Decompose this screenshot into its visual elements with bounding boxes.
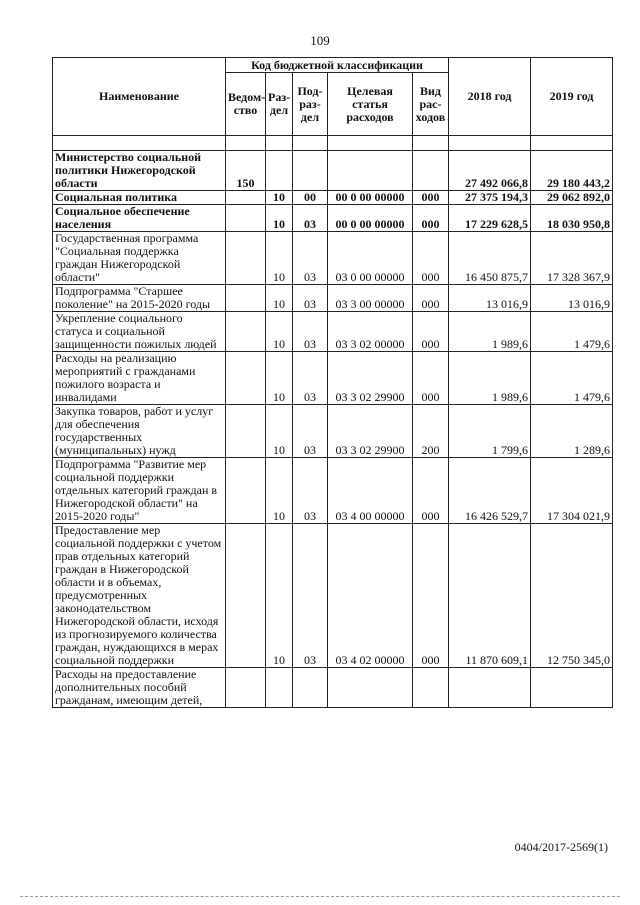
row-podrazdel: 03 [293, 285, 328, 312]
row-target: 03 3 00 00000 [328, 285, 413, 312]
row-target: 03 3 02 29900 [328, 405, 413, 458]
row-2019: 1 289,6 [531, 405, 613, 458]
row-2018: 11 870 609,1 [449, 524, 531, 668]
row-podrazdel: 03 [293, 205, 328, 232]
row-2019: 17 304 021,9 [531, 458, 613, 524]
row-vid: 000 [413, 312, 449, 352]
row-vedomstvo [226, 205, 266, 232]
table-row [53, 205, 613, 232]
row-target: 03 4 00 00000 [328, 458, 413, 524]
row-target: 03 0 00 00000 [328, 232, 413, 285]
row-2018: 17 229 628,5 [449, 205, 531, 232]
row-razdel [266, 151, 293, 191]
row-2019: 13 016,9 [531, 285, 613, 312]
row-vedomstvo [226, 312, 266, 352]
table-row [53, 524, 613, 668]
header-target: Целевая статья расходов [328, 73, 413, 136]
row-name: Подпрограмма "Старшее поколение" на 2015-2020 годы [53, 285, 226, 312]
row-target [328, 668, 413, 708]
row-vedomstvo [226, 458, 266, 524]
row-2018 [449, 668, 531, 708]
row-vid: 000 [413, 285, 449, 312]
row-name: Министерство социальной политики Нижегородской области [53, 151, 226, 191]
row-vedomstvo [226, 668, 266, 708]
row-vid: 000 [413, 205, 449, 232]
row-vedomstvo [226, 352, 266, 405]
row-razdel: 10 [266, 191, 293, 205]
row-name: Предоставление мер социальной поддержки с учетом прав отдельных категорий граждан в Нижегородской области и в объемах, предусмотренных законодательством Нижегородской области, исходя из прогнозируемого количества граждан, нуждающихся в мерах социальной поддержки [53, 524, 226, 668]
row-name: Расходы на предоставление дополнительных пособий гражданам, имеющим детей, [53, 668, 226, 708]
row-razdel: 10 [266, 232, 293, 285]
row-name: Закупка товаров, работ и услуг для обеспечения государственных (муниципальных) нужд [53, 405, 226, 458]
header-code-group: Код бюджетной классификации [226, 58, 449, 73]
header-2018: 2018 год [449, 58, 531, 136]
row-name: Укрепление социального статуса и социальной защищенности пожилых людей [53, 312, 226, 352]
header-podrazdel: Под-раз-дел [293, 73, 328, 136]
row-target: 00 0 00 00000 [328, 205, 413, 232]
row-vid: 000 [413, 458, 449, 524]
row-podrazdel: 00 [293, 191, 328, 205]
row-vid: 200 [413, 405, 449, 458]
document-code: 0404/2017-2569(1) [514, 840, 608, 854]
table-row [53, 191, 613, 205]
row-2018: 1 799,6 [449, 405, 531, 458]
row-name: Подпрограмма "Развитие мер социальной поддержки отдельных категорий граждан в Нижегородской области" на 2015-2020 годы" [53, 458, 226, 524]
row-target: 03 3 02 00000 [328, 312, 413, 352]
header-vid: Вид рас-ходов [413, 73, 449, 136]
row-2019 [531, 668, 613, 708]
row-razdel [266, 668, 293, 708]
row-2019: 18 030 950,8 [531, 205, 613, 232]
row-target: 00 0 00 00000 [328, 191, 413, 205]
page-number: 109 [310, 33, 330, 48]
row-name: Социальное обеспечение населения [53, 205, 226, 232]
row-vid: 000 [413, 352, 449, 405]
row-razdel: 10 [266, 524, 293, 668]
table-row [53, 668, 613, 708]
row-2019: 29 062 892,0 [531, 191, 613, 205]
row-vedomstvo [226, 285, 266, 312]
budget-table [52, 57, 613, 708]
row-vid [413, 668, 449, 708]
row-razdel: 10 [266, 205, 293, 232]
row-target: 03 4 02 00000 [328, 524, 413, 668]
row-2018: 27 375 194,3 [449, 191, 531, 205]
row-2018: 13 016,9 [449, 285, 531, 312]
row-2019: 1 479,6 [531, 312, 613, 352]
row-podrazdel: 03 [293, 405, 328, 458]
row-vid: 000 [413, 524, 449, 668]
table-body [53, 136, 613, 708]
bottom-rule [20, 896, 620, 897]
table-row [53, 312, 613, 352]
row-target [328, 151, 413, 191]
header-name: Наименование [53, 58, 226, 136]
row-2018: 1 989,6 [449, 312, 531, 352]
row-name: Социальная политика [53, 191, 226, 205]
header-razdel: Раз-дел [266, 73, 293, 136]
row-2019: 1 479,6 [531, 352, 613, 405]
row-2019: 12 750 345,0 [531, 524, 613, 668]
row-podrazdel: 03 [293, 458, 328, 524]
row-podrazdel: 03 [293, 524, 328, 668]
row-razdel: 10 [266, 285, 293, 312]
row-2018: 27 492 066,8 [449, 151, 531, 191]
row-razdel: 10 [266, 458, 293, 524]
row-2019: 17 328 367,9 [531, 232, 613, 285]
row-name: Государственная программа "Социальная поддержка граждан Нижегородской области" [53, 232, 226, 285]
header-vedomstvo: Ведом-ство [226, 73, 266, 136]
row-podrazdel: 03 [293, 232, 328, 285]
row-razdel: 10 [266, 405, 293, 458]
header-2019: 2019 год [531, 58, 613, 136]
row-2018: 16 426 529,7 [449, 458, 531, 524]
table-row [53, 151, 613, 191]
row-2018: 16 450 875,7 [449, 232, 531, 285]
row-vedomstvo [226, 524, 266, 668]
row-razdel: 10 [266, 312, 293, 352]
row-vid [413, 151, 449, 191]
row-target: 03 3 02 29900 [328, 352, 413, 405]
row-razdel: 10 [266, 352, 293, 405]
row-podrazdel: 03 [293, 312, 328, 352]
row-name: Расходы на реализацию мероприятий с гражданами пожилого возраста и инвалидами [53, 352, 226, 405]
row-vedomstvo [226, 191, 266, 205]
row-2018: 1 989,6 [449, 352, 531, 405]
row-vedomstvo [226, 232, 266, 285]
row-podrazdel [293, 151, 328, 191]
row-vedomstvo: 150 [226, 151, 266, 191]
spacer-row [53, 136, 613, 151]
row-vid: 000 [413, 232, 449, 285]
row-2019: 29 180 443,2 [531, 151, 613, 191]
table-row [53, 458, 613, 524]
table-row [53, 405, 613, 458]
row-vedomstvo [226, 405, 266, 458]
row-vid: 000 [413, 191, 449, 205]
table-row [53, 352, 613, 405]
row-podrazdel: 03 [293, 352, 328, 405]
table-row [53, 232, 613, 285]
table-row [53, 285, 613, 312]
row-podrazdel [293, 668, 328, 708]
